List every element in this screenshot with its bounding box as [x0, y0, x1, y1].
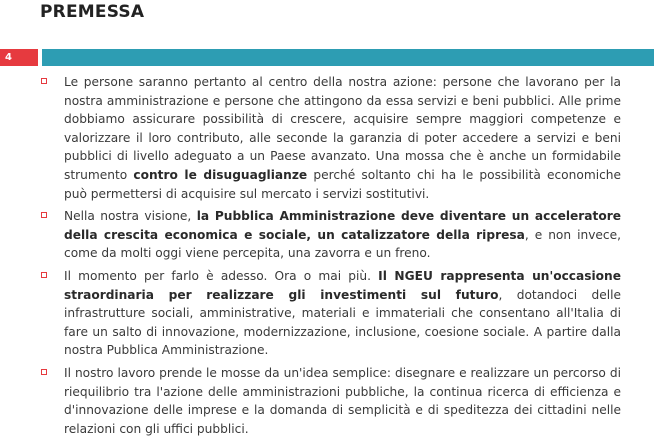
- paragraph-text: Il momento per farlo è adesso. Ora o mai più. Il NGEU rappresenta un'occasione straordinaria per realizzare gli investimenti sul futuro, dotandoci delle infrastrutture sociali, amministrative, materiali e immateriali che consentano all'Italia di fare un salto di innovazione, modernizzazione, inclusione, coesione sociale. A partire dalla nostra Pubblica Amministrazione.: [64, 268, 622, 358]
- square-bullet-icon: [41, 369, 47, 375]
- header-band: [42, 49, 654, 66]
- paragraph-text: Il nostro lavoro prende le mosse da un'idea semplice: disegnare e realizzare un percorso di riequilibrio tra l'azione delle amministrazioni pubbliche, la continua ricerca di efficienza e d'innovazione delle imprese e la domanda di semplicità e di speditezza dei cittadini nelle relazioni con gli uffici pubblici.: [64, 365, 621, 436]
- square-bullet-icon: [41, 212, 47, 218]
- bullet-list: [41, 73, 621, 442]
- page-number-badge: 4: [0, 49, 38, 66]
- list-item: [41, 207, 621, 263]
- paragraph-text: Nella nostra visione, la Pubblica Amministrazione deve diventare un acceleratore della crescita economica e sociale, un catalizzatore della ripresa, e non invece, come da molti oggi viene percepita, una zavorra e un freno.: [64, 209, 621, 261]
- paragraph-text: Le persone saranno pertanto al centro della nostra azione: persone che lavorano per la nostra amministrazione e persone che attingono da essa servizi e beni pubblici. Alle prime dobbiamo assicurare possibilità di crescere, acquisire sempre maggiori competenze e valorizzare il loro contributo, alle seconde la garanzia di poter accedere a servizi e beni pubblici di livello adeguato a un Paese avanzato. Una mossa che è anche un formidabile strumento contro le disuguaglianze perché soltanto chi ha le possibilità economiche può permettersi di acquisire sul mercato i servizi sostitutivi.: [64, 75, 621, 201]
- list-item: [41, 267, 621, 360]
- list-item: [41, 364, 621, 438]
- page-title: PREMESSA: [40, 2, 145, 22]
- square-bullet-icon: [41, 272, 47, 278]
- list-item: [41, 73, 621, 203]
- square-bullet-icon: [41, 78, 47, 84]
